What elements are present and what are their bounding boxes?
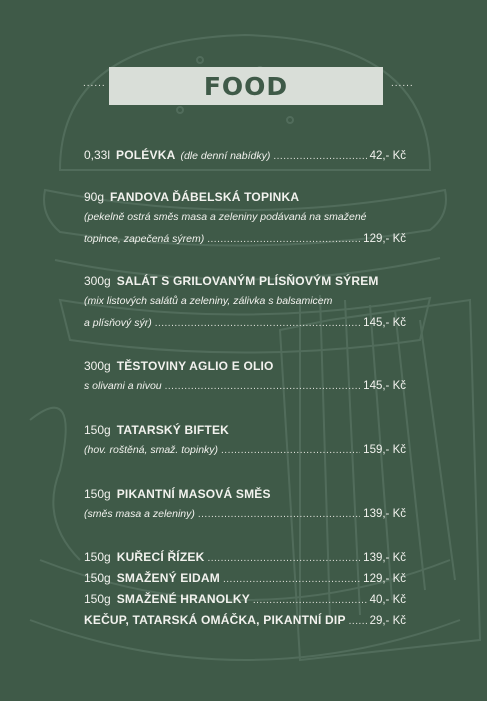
item-description-line: [84, 508, 406, 526]
item-quantity: 90g: [84, 190, 105, 204]
item-name: SALÁT S GRILOVANÝM PLÍSŇOVÝM SÝREM: [116, 274, 379, 288]
item-name: TATARSKÝ BIFTEK: [116, 423, 230, 437]
leader-dots: [221, 445, 360, 456]
item-quantity: 150g: [84, 487, 111, 501]
item-name: TĚSTOVINY AGLIO E OLIO: [116, 359, 274, 373]
item-description: a plísňový sýr): [84, 317, 152, 329]
item-quantity: 150g: [84, 423, 111, 437]
menu-item-salat: [84, 274, 406, 292]
item-price: 29,- Kč: [369, 615, 406, 627]
item-name: FANDOVA ĎÁBELSKÁ TOPINKA: [110, 190, 300, 204]
decorative-dots-left: ......: [83, 78, 106, 89]
item-description: (dle denní nabídky): [180, 150, 271, 162]
item-name: SMAŽENÉ HRANOLKY: [116, 592, 250, 606]
item-name: SMAŽENÝ EIDAM: [116, 571, 220, 585]
item-price: 139,- Kč: [363, 552, 406, 564]
item-description: s olivami a nivou: [84, 380, 162, 392]
menu-item-testoviny: [84, 359, 406, 377]
item-quantity: 150g: [84, 571, 111, 585]
item-description: topince, zapečená sýrem): [84, 233, 205, 245]
item-quantity: 150g: [84, 550, 111, 564]
leader-dots: [349, 616, 367, 627]
item-price: 139,- Kč: [363, 508, 406, 520]
leader-dots: [165, 381, 361, 392]
item-name: KEČUP, TATARSKÁ OMÁČKA, PIKANTNÍ DIP: [84, 613, 346, 627]
leader-dots: [198, 509, 360, 520]
item-description: (pekelně ostrá směs masa a zeleniny podávaná na smažené: [84, 211, 367, 223]
menu-item-omacky: [84, 613, 406, 631]
item-description: (hov. roštěná, smaž. topinky): [84, 444, 219, 456]
menu-item-masova-smes: [84, 487, 406, 505]
item-description-line: [84, 380, 406, 398]
item-quantity: 300g: [84, 359, 111, 373]
item-price: 129,- Kč: [363, 233, 406, 245]
page-title: FOOD: [203, 71, 289, 101]
item-price: 145,- Kč: [363, 380, 406, 392]
item-description-line: [84, 211, 406, 229]
item-description-line: [84, 233, 406, 251]
menu-item-topinka: [84, 190, 406, 208]
item-quantity: 0,33l: [84, 148, 111, 162]
item-price: 40,- Kč: [369, 594, 406, 606]
item-price: 145,- Kč: [363, 317, 406, 329]
title-bar: [109, 67, 383, 105]
menu-item-polevka: [84, 148, 406, 166]
menu-item-hranolky: [84, 592, 406, 610]
item-quantity: 150g: [84, 592, 111, 606]
leader-dots: [207, 553, 360, 564]
item-price: 159,- Kč: [363, 444, 406, 456]
item-description: (mix listových salátů a zeleniny, zálivka s balsamicem: [84, 295, 333, 307]
leader-dots: [223, 574, 360, 585]
item-description: (směs masa a zeleniny): [84, 508, 195, 520]
leader-dots: [155, 318, 360, 329]
decorative-dots-right: ......: [391, 78, 414, 89]
item-description-line: [84, 295, 406, 313]
menu-item-smazeny-eidam: [84, 571, 406, 589]
item-name: POLÉVKA: [116, 148, 176, 162]
item-description-line: [84, 444, 406, 462]
leader-dots: [253, 595, 367, 606]
menu-item-kureci-rizek: [84, 550, 406, 568]
leader-dots: [207, 234, 360, 245]
item-price: 129,- Kč: [363, 573, 406, 585]
item-description-line: [84, 317, 406, 335]
item-price: 42,- Kč: [369, 150, 406, 162]
item-name: PIKANTNÍ MASOVÁ SMĚS: [116, 487, 271, 501]
item-name: KUŘECÍ ŘÍZEK: [116, 550, 205, 564]
menu-item-tatarsky-biftek: [84, 423, 406, 441]
leader-dots: [273, 151, 366, 162]
item-quantity: 300g: [84, 274, 111, 288]
